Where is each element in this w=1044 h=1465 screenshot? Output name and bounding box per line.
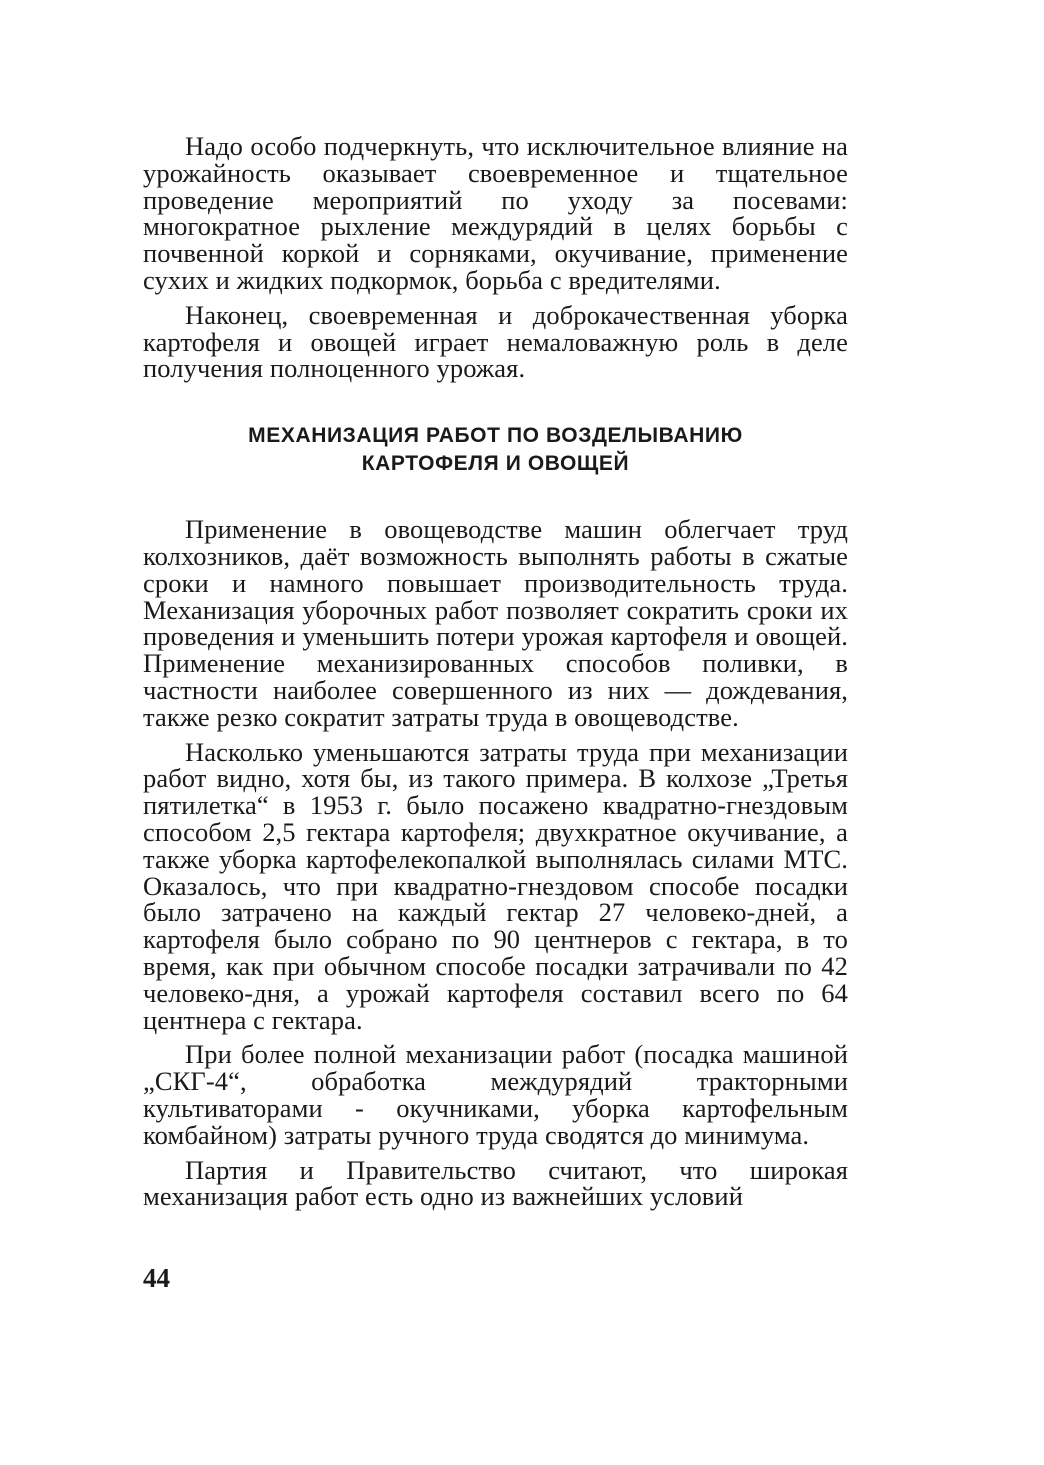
paragraph-care-measures: Надо особо подчеркнуть, что исключительное влияние на урожайность оказывает своевременное и тщательное проведение мероприятий по уходу за посевами: многократное рыхление междурядий в целях борьбы с почвенной коркой и сорняками, окучивание, применение сухих и жидких подкормок, борьба с вредителями. xyxy=(143,131,848,295)
paragraph-machinery-benefits: Применение в овощеводстве машин облегчает труд колхозников, даёт возможность выполнять работы в сжатые сроки и намного повышает производительность труда. Механизация уборочных работ позволяет сократить сроки их проведения и уменьшить потери урожая картофеля и овощей. Применение механизированных способов поливки, в частности наиболее совершенного из них — дождевания, также резко сократит затраты труда в овощеводстве. xyxy=(143,514,848,732)
paragraph-harvest: Наконец, своевременная и доброкачественная уборка картофеля и овощей играет немаловажную роль в деле получения полноценного урожая. xyxy=(143,299,848,384)
section-heading-line-1: МЕХАНИЗАЦИЯ РАБОТ ПО ВОЗДЕЛЫВАНИЮ xyxy=(248,424,743,448)
page-number: 44 xyxy=(143,1263,170,1293)
page-body xyxy=(143,133,848,1218)
section-heading xyxy=(143,422,848,478)
paragraph-party-government: Партия и Правительство считают, что широкая механизация работ есть одно из важнейших условий xyxy=(143,1154,848,1212)
section-heading-line-2: КАРТОФЕЛЯ И ОВОЩЕЙ xyxy=(361,452,630,476)
paragraph-full-mechanization: При более полной механизации работ (посадка машиной „СКГ-4“, обработка междурядий тракторными культиваторами - окучниками, уборка картофельным комбайном) затраты ручного труда сводятся до минимума. xyxy=(143,1039,848,1150)
paragraph-kolkhoz-example: Насколько уменьшаются затраты труда при механизации работ видно, хотя бы, из такого примера. В колхозе „Третья пятилетка“ в 1953 г. было посажено квадратно-гнездовым способом 2,5 гектара картофеля; двухкратное окучивание, а также уборка картофелекопалкой выполнялась силами МТС. Оказалось, что при квадратно-гнездовом способе посадки было затрачено на каждый гектар 27 человеко-дней, а картофеля было собрано по 90 центнеров с гектара, в то время, как при обычном способе посадки затрачивали по 42 человеко-дня, а урожай картофеля составил всего по 64 центнера с гектара. xyxy=(143,736,848,1035)
